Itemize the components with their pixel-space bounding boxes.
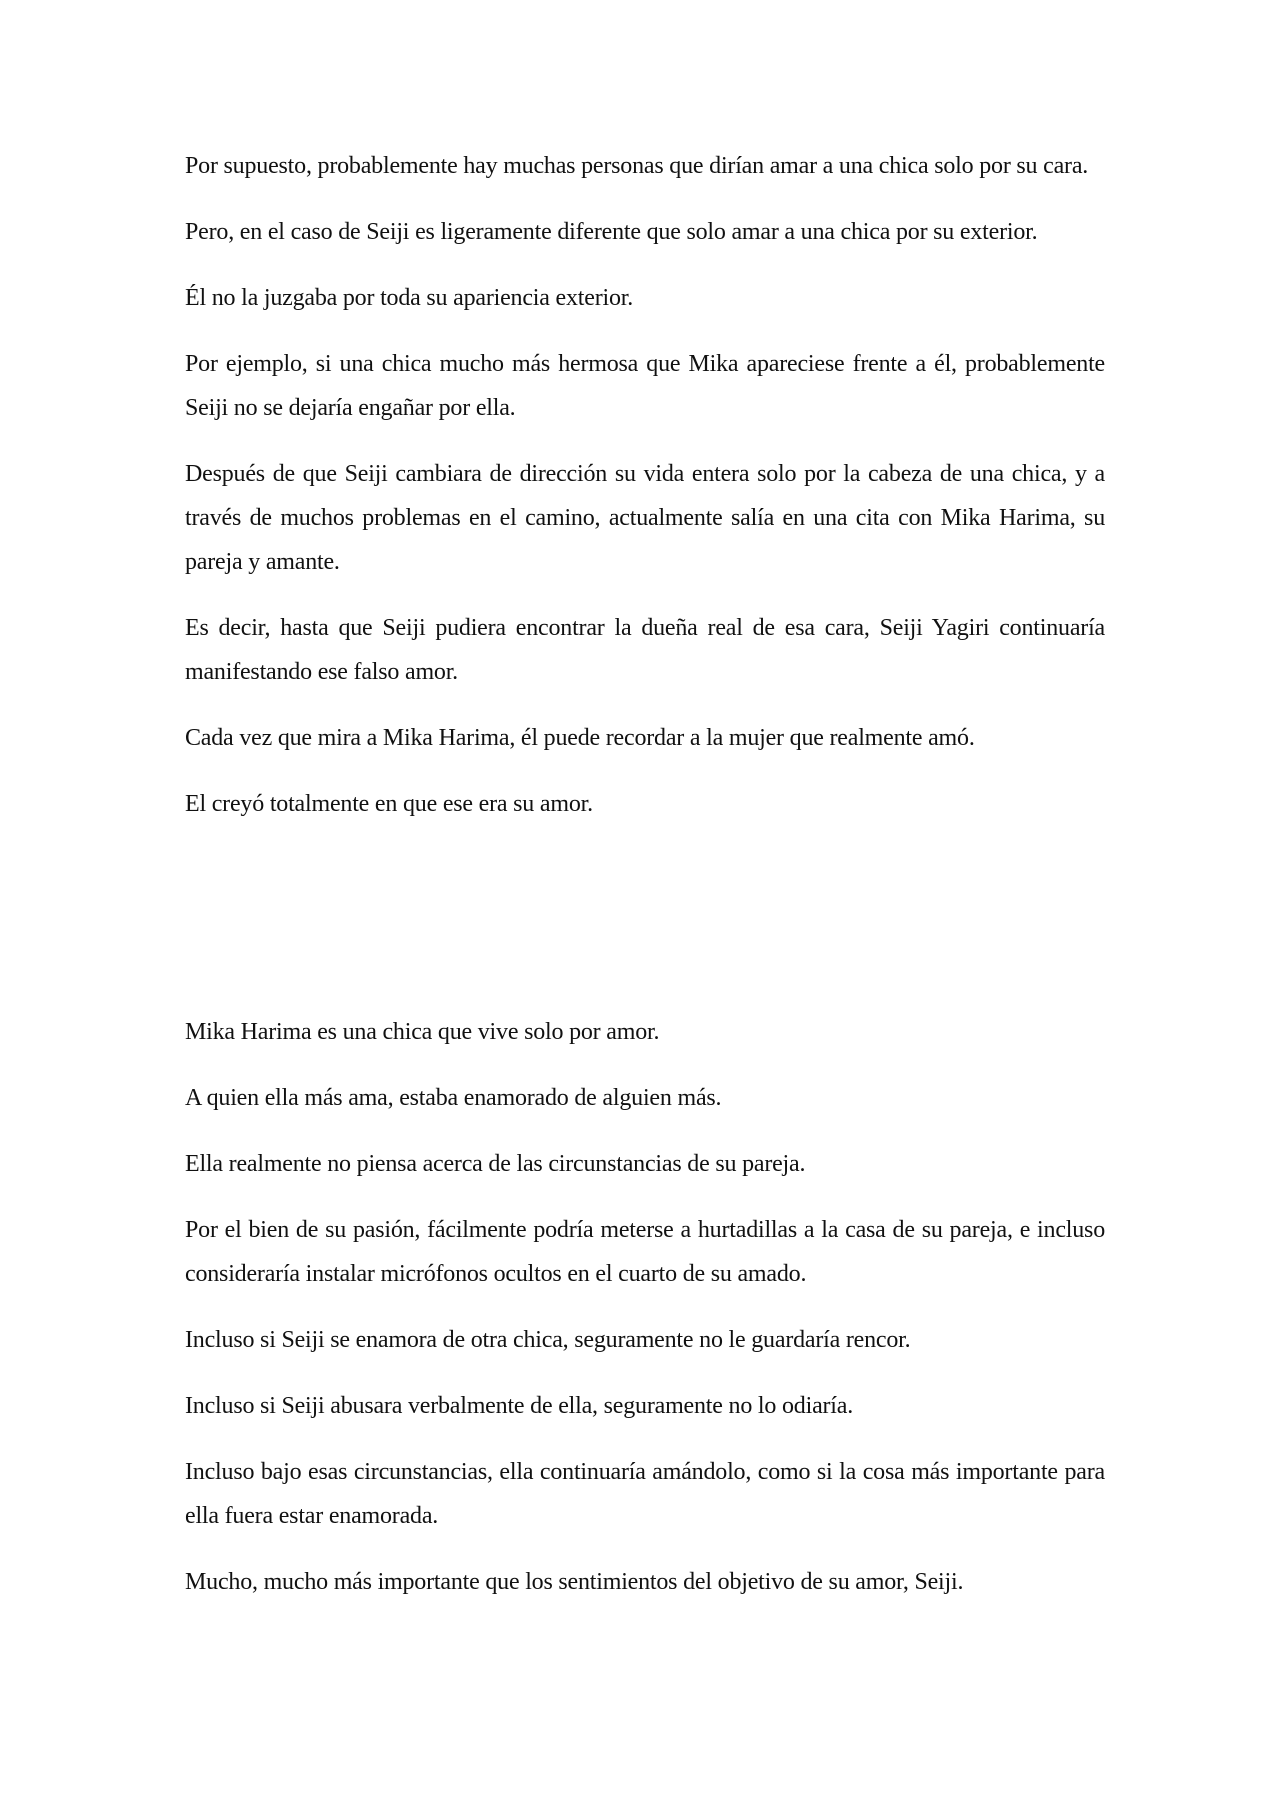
paragraph: Incluso bajo esas circunstancias, ella continuaría amándolo, como si la cosa más importante para ella fuera estar enamorada. — [185, 1459, 1105, 1529]
paragraph: Por el bien de su pasión, fácilmente podría meterse a hurtadillas a la casa de su pareja, e incluso consideraría instalar micrófonos ocultos en el cuarto de su amado. — [185, 1217, 1105, 1287]
paragraph: Mika Harima es una chica que vive solo por amor. — [185, 1019, 660, 1045]
paragraph: Él no la juzgaba por toda su apariencia exterior. — [185, 285, 634, 311]
paragraph: Incluso si Seiji se enamora de otra chica, seguramente no le guardaría rencor. — [185, 1327, 911, 1353]
paragraph: Cada vez que mira a Mika Harima, él puede recordar a la mujer que realmente amó. — [185, 725, 975, 751]
paragraph: Por ejemplo, si una chica mucho más hermosa que Mika apareciese frente a él, probablemente Seiji no se dejaría engañar por ella. — [185, 351, 1105, 421]
paragraph: Pero, en el caso de Seiji es ligeramente diferente que solo amar a una chica por su exterior. — [185, 219, 1038, 245]
paragraph: A quien ella más ama, estaba enamorado de alguien más. — [185, 1085, 722, 1111]
paragraph: Por supuesto, probablemente hay muchas personas que dirían amar a una chica solo por su cara. — [185, 153, 1089, 179]
paragraph: Después de que Seiji cambiara de dirección su vida entera solo por la cabeza de una chica, y a través de muchos problemas en el camino, actualmente salía en una cita con Mika Harima, su pareja y amante. — [185, 461, 1105, 575]
paragraph: Incluso si Seiji abusara verbalmente de ella, seguramente no lo odiaría. — [185, 1393, 854, 1419]
paragraph: Ella realmente no piensa acerca de las circunstancias de su pareja. — [185, 1151, 806, 1177]
paragraph: El creyó totalmente en que ese era su amor. — [185, 791, 593, 817]
paragraph: Es decir, hasta que Seiji pudiera encontrar la dueña real de esa cara, Seiji Yagiri continuaría manifestando ese falso amor. — [185, 615, 1105, 685]
text-section-2 — [185, 1010, 1105, 1626]
paragraph: Mucho, mucho más importante que los sentimientos del objetivo de su amor, Seiji. — [185, 1569, 964, 1595]
text-section-1 — [185, 144, 1105, 848]
